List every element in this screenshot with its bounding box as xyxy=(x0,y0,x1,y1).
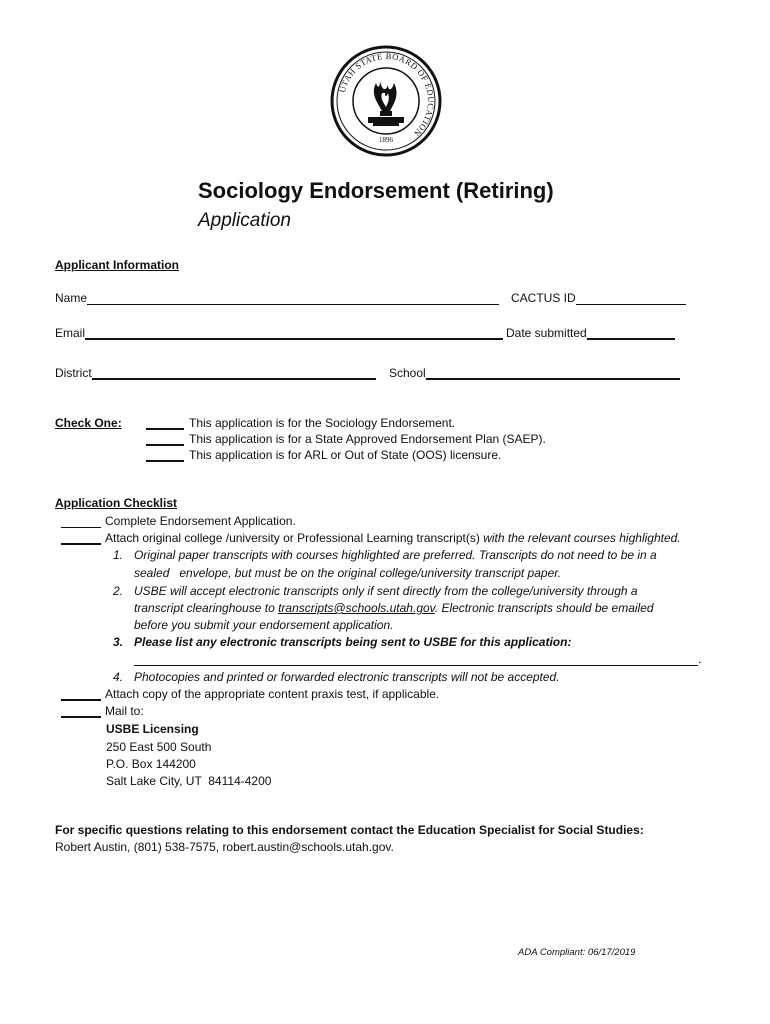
checklist-blank[interactable] xyxy=(61,689,101,701)
seal-year: 1896 xyxy=(379,136,393,144)
check-one-option[interactable]: This application is for the Sociology Endorsement. xyxy=(146,416,455,430)
option-blank[interactable] xyxy=(146,450,184,462)
seal-ring-text: UTAH STATE BOARD OF EDUCATION xyxy=(336,50,437,139)
school-field[interactable] xyxy=(426,368,680,380)
sub-item-text: USBE will accept electronic transcripts only if sent directly from the college/university through a xyxy=(134,584,638,598)
transcripts-email-link[interactable]: transcripts@schools.utah.gov xyxy=(278,601,435,615)
checklist-blank[interactable] xyxy=(61,533,101,545)
name-field[interactable] xyxy=(87,294,499,305)
checklist-item[interactable]: Attach original college /university or Professional Learning transcript(s) with the relevant courses highlighted. xyxy=(61,531,681,545)
sub-item-number: 3. xyxy=(113,635,124,649)
check-one-label: Check One: xyxy=(55,416,122,430)
checklist-item[interactable]: Mail to: xyxy=(61,704,144,718)
sub-item-text: Please list any electronic transcripts being sent to USBE for this application: xyxy=(134,635,572,649)
state-board-seal xyxy=(330,45,442,157)
applicant-info-heading: Applicant Information xyxy=(55,258,179,272)
address-line: P.O. Box 144200 xyxy=(106,757,196,771)
name-label: Name xyxy=(55,291,88,305)
option-blank[interactable] xyxy=(146,418,184,430)
sub-item-text: before you submit your endorsement application. xyxy=(134,618,394,632)
cactus-id-label: CACTUS ID xyxy=(511,291,576,305)
checklist-item[interactable]: Attach copy of the appropriate content praxis test, if applicable. xyxy=(61,687,439,701)
sub-item-text: transcript clearinghouse to transcripts@schools.utah.gov. Electronic transcripts should be emailed xyxy=(134,601,654,615)
district-field[interactable] xyxy=(92,368,376,380)
email-field[interactable] xyxy=(85,328,503,340)
sub-item-text: sealed envelope, but must be on the original college/university transcript paper. xyxy=(134,566,562,580)
address-line: Salt Lake City, UT 84114-4200 xyxy=(106,774,272,788)
email-label: Email xyxy=(55,326,86,340)
page-title: Sociology Endorsement (Retiring) xyxy=(198,178,554,203)
sub-item-number: 2. xyxy=(113,584,124,598)
ada-compliance-note: ADA Compliant: 06/17/2019 xyxy=(518,947,636,958)
date-submitted-field[interactable] xyxy=(587,328,675,340)
sub-item-text: Photocopies and printed or forwarded electronic transcripts will not be accepted. xyxy=(134,670,560,684)
contact-details: Robert Austin, (801) 538-7575, robert.austin@schools.utah.gov. xyxy=(55,840,394,854)
cactus-id-field[interactable] xyxy=(576,294,686,305)
option-blank[interactable] xyxy=(146,434,184,446)
address-name: USBE Licensing xyxy=(106,722,199,736)
school-label: School xyxy=(389,366,426,380)
electronic-transcripts-field[interactable] xyxy=(134,655,698,666)
page-subtitle: Application xyxy=(198,210,291,231)
contact-heading: For specific questions relating to this endorsement contact the Education Specialist for Social Studies: xyxy=(55,823,644,837)
check-one-option[interactable]: This application is for ARL or Out of State (OOS) licensure. xyxy=(146,448,501,462)
sub-item-number: 1. xyxy=(113,548,124,562)
date-submitted-label: Date submitted xyxy=(506,326,587,340)
address-line: 250 East 500 South xyxy=(106,740,212,754)
checklist-item[interactable]: Complete Endorsement Application. xyxy=(61,514,296,528)
district-label: District xyxy=(55,366,92,380)
checklist-blank[interactable] xyxy=(61,517,101,528)
checklist-blank[interactable] xyxy=(61,706,101,718)
sub-item-number: 4. xyxy=(113,670,124,684)
checklist-heading: Application Checklist xyxy=(55,496,178,510)
sub-item-text: Original paper transcripts with courses highlighted are preferred. Transcripts do not need to be in a xyxy=(134,548,657,562)
check-one-option[interactable]: This application is for a State Approved Endorsement Plan (SAEP). xyxy=(146,432,546,446)
